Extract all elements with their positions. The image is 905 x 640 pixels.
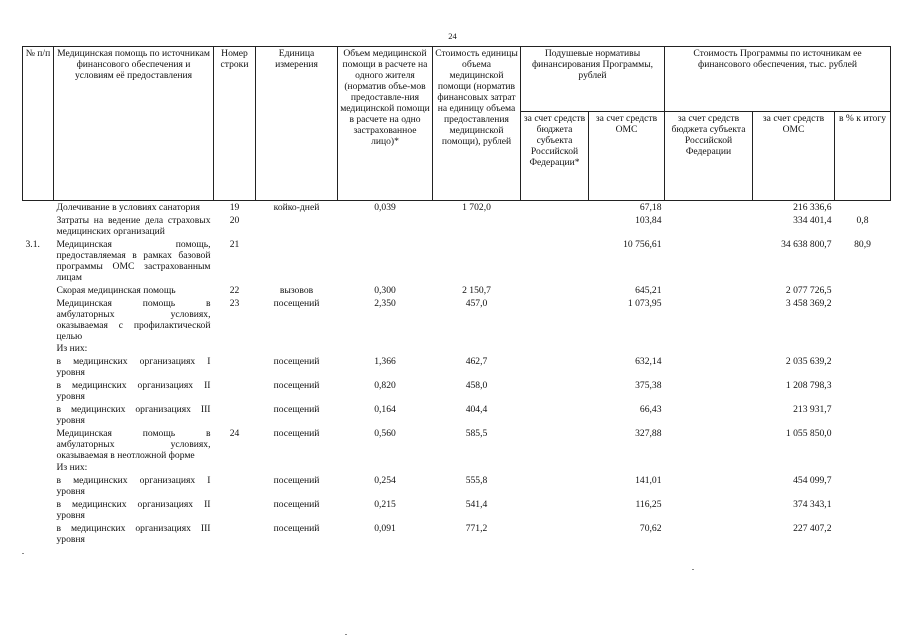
row-t-budget — [665, 284, 753, 297]
row-t-oms: 1 055 850,0 — [785, 428, 832, 439]
row-num — [23, 201, 54, 215]
row-num — [23, 214, 54, 238]
row-code — [214, 379, 256, 403]
header-volume: Объем медицинской помощи в расчете на одного жителя (норматив объе-мов предоставле-ния медицинской помощи в расчете на одно застрахованное лицо)* — [338, 47, 433, 201]
row-cost: 462,7 — [465, 356, 488, 367]
row-t-oms: 213 931,7 — [793, 404, 832, 415]
row-pct — [835, 201, 891, 215]
row-pc-budget — [521, 201, 589, 215]
row-pc-budget — [521, 498, 589, 522]
row-pct — [835, 379, 891, 403]
row-name: Медицинская помощь в амбулаторных условиях, оказываемая в неотложной форме — [56, 428, 211, 461]
header-unit: Единица измерения — [256, 47, 338, 201]
row-name: Долечивание в условиях санатория — [56, 202, 200, 213]
row-pct — [835, 522, 891, 546]
row-volume: 0,820 — [374, 380, 396, 391]
row-num — [23, 284, 54, 297]
table-header — [23, 47, 891, 201]
row-name: Из них: — [56, 343, 88, 354]
row-t-oms: 34 638 800,7 — [781, 239, 832, 250]
row-volume: 1,366 — [374, 356, 396, 367]
header-per-capita-group: Подушевые нормативы финансирования Программы, рублей — [521, 47, 665, 112]
row-num — [23, 462, 54, 474]
header-cost: Стоимость единицы объема медицинской помощи (норматив финансовых затрат на единицу объема предоставления медицинской помощи), рублей — [433, 47, 521, 201]
row-code — [214, 498, 256, 522]
row-t-budget — [665, 462, 753, 474]
row-volume: 0,254 — [374, 475, 396, 486]
row-t-budget — [665, 427, 753, 462]
table-row — [23, 201, 891, 215]
row-pc-oms — [589, 343, 665, 355]
row-t-budget — [665, 379, 753, 403]
row-code: 24 — [229, 428, 240, 439]
row-pct — [835, 355, 891, 379]
table-row — [23, 284, 891, 297]
row-t-oms: 227 407,2 — [793, 523, 832, 534]
header-total-oms: за счет средств ОМС — [753, 112, 835, 201]
row-pct — [835, 343, 891, 355]
row-name: в медицинских организациях II уровня — [56, 499, 211, 521]
table-row — [23, 214, 891, 238]
row-t-budget — [665, 474, 753, 498]
row-pc-budget — [521, 238, 589, 284]
row-num: 3.1. — [25, 239, 40, 250]
table-row — [23, 238, 891, 284]
table-row — [23, 462, 891, 474]
header-per-capita-budget: за счет средств бюджета субъекта Российской Федерации* — [521, 112, 589, 201]
row-volume: 0,560 — [374, 428, 396, 439]
row-cost — [433, 238, 521, 284]
row-pc-budget — [521, 522, 589, 546]
row-num — [23, 427, 54, 462]
row-code: 19 — [229, 202, 240, 213]
row-t-budget — [665, 214, 753, 238]
row-pc-budget — [521, 355, 589, 379]
row-unit: посещений — [273, 475, 320, 486]
row-name: Медицинская помощь в амбулаторных условиях, оказываемая с профилактической целью — [56, 298, 211, 342]
row-volume: 2,350 — [374, 298, 396, 309]
header-name: Медицинская помощь по источникам финансового обеспечения и условиям её предоставления — [54, 47, 214, 201]
table-row — [23, 427, 891, 462]
row-unit: посещений — [273, 298, 320, 309]
row-pc-oms: 632,14 — [635, 356, 662, 367]
row-cost: 458,0 — [465, 380, 488, 391]
header-total-group: Стоимость Программы по источникам ее финансового обеспечения, тыс. рублей — [665, 47, 891, 112]
scan-speck — [22, 553, 24, 554]
row-t-budget — [665, 343, 753, 355]
page-number: 24 — [448, 31, 457, 41]
row-cost: 2 150,7 — [462, 285, 491, 296]
row-cost: 457,0 — [465, 298, 488, 309]
row-pc-oms: 375,38 — [635, 380, 662, 391]
row-pct — [835, 462, 891, 474]
row-volume: 0,164 — [374, 404, 396, 415]
row-volume — [338, 343, 433, 355]
row-pc-budget — [521, 462, 589, 474]
row-volume — [338, 462, 433, 474]
row-name: в медицинских организациях III уровня — [56, 404, 211, 426]
row-t-oms — [753, 343, 835, 355]
row-t-oms: 2 035 639,2 — [785, 356, 832, 367]
row-t-oms — [753, 462, 835, 474]
row-pc-oms: 10 756,61 — [623, 239, 662, 250]
row-name: в медицинских организациях III уровня — [56, 523, 211, 545]
row-pc-budget — [521, 379, 589, 403]
row-unit: посещений — [273, 404, 320, 415]
row-pc-oms: 66,43 — [639, 404, 662, 415]
row-pc-oms: 103,84 — [635, 215, 662, 226]
table-body — [23, 201, 891, 547]
row-volume — [338, 238, 433, 284]
row-volume: 0,039 — [374, 202, 396, 213]
row-code: 22 — [229, 285, 240, 296]
row-unit: посещений — [273, 356, 320, 367]
row-t-budget — [665, 297, 753, 343]
row-pc-budget — [521, 427, 589, 462]
row-t-oms: 454 099,7 — [793, 475, 832, 486]
row-code — [214, 522, 256, 546]
row-t-oms: 334 401,4 — [793, 215, 832, 226]
row-code — [214, 403, 256, 427]
row-volume: 0,091 — [374, 523, 396, 534]
table-row — [23, 474, 891, 498]
row-pct — [835, 297, 891, 343]
row-cost: 771,2 — [465, 523, 488, 534]
row-num — [23, 379, 54, 403]
table-row — [23, 297, 891, 343]
row-t-budget — [665, 403, 753, 427]
row-pct — [835, 498, 891, 522]
row-pc-oms — [589, 462, 665, 474]
row-unit — [256, 462, 338, 474]
row-pc-oms: 70,62 — [639, 523, 662, 534]
row-cost — [433, 343, 521, 355]
row-t-budget — [665, 522, 753, 546]
row-code — [214, 343, 256, 355]
header-total-budget: за счет средств бюджета субъекта Российской Федерации — [665, 112, 753, 201]
row-unit: вызовов — [279, 285, 314, 296]
table-row — [23, 379, 891, 403]
row-num — [23, 474, 54, 498]
row-t-oms: 216 336,6 — [793, 202, 832, 213]
row-pc-oms: 327,88 — [635, 428, 662, 439]
row-t-oms: 2 077 726,5 — [785, 285, 832, 296]
row-cost: 555,8 — [465, 475, 488, 486]
row-cost — [433, 462, 521, 474]
row-pct — [835, 403, 891, 427]
row-name: Медицинская помощь, предоставляемая в рамках базовой программы ОМС застрахованным лицам — [56, 239, 211, 283]
row-cost: 1 702,0 — [462, 202, 491, 213]
row-code — [214, 462, 256, 474]
table-row — [23, 355, 891, 379]
row-num — [23, 355, 54, 379]
row-num — [23, 343, 54, 355]
row-code: 21 — [229, 239, 240, 250]
table-row — [23, 522, 891, 546]
row-pc-oms: 645,21 — [635, 285, 662, 296]
row-unit — [256, 238, 338, 284]
row-pct — [835, 474, 891, 498]
row-name: Скорая медицинская помощь — [56, 285, 176, 296]
row-volume: 0,300 — [374, 285, 396, 296]
row-unit: койко-дней — [273, 202, 320, 213]
row-num — [23, 498, 54, 522]
row-t-oms: 374 343,1 — [793, 499, 832, 510]
row-pc-budget — [521, 403, 589, 427]
header-total-pct: в % к итогу — [835, 112, 891, 201]
row-pct — [835, 284, 891, 297]
row-pc-budget — [521, 284, 589, 297]
row-pc-oms: 67,18 — [639, 202, 662, 213]
row-unit: посещений — [273, 523, 320, 534]
table-row — [23, 343, 891, 355]
row-num — [23, 403, 54, 427]
row-name: Затраты на ведение дела страховых медицинских организаций — [56, 215, 211, 237]
row-cost — [433, 214, 521, 238]
row-unit: посещений — [273, 380, 320, 391]
row-unit — [256, 343, 338, 355]
table-row — [23, 403, 891, 427]
row-pc-oms: 141,01 — [635, 475, 662, 486]
row-name: в медицинских организациях I уровня — [56, 475, 211, 497]
header-per-capita-oms: за счет средств ОМС — [589, 112, 665, 201]
row-unit: посещений — [273, 499, 320, 510]
row-cost: 541,4 — [465, 499, 488, 510]
row-name: Из них: — [56, 462, 88, 473]
row-pc-budget — [521, 214, 589, 238]
row-t-budget — [665, 201, 753, 215]
row-pct: 80,9 — [854, 239, 871, 250]
header-code: Номер строки — [214, 47, 256, 201]
row-num — [23, 522, 54, 546]
row-name: в медицинских организациях I уровня — [56, 356, 211, 378]
row-t-oms: 3 458 369,2 — [785, 298, 832, 309]
row-pc-budget — [521, 297, 589, 343]
row-t-budget — [665, 238, 753, 284]
row-t-oms: 1 208 798,3 — [785, 380, 832, 391]
row-unit — [256, 214, 338, 238]
row-pc-oms: 1 073,95 — [627, 298, 662, 309]
row-pc-budget — [521, 474, 589, 498]
program-cost-table — [22, 46, 891, 546]
table-row — [23, 498, 891, 522]
row-cost: 585,5 — [465, 428, 488, 439]
header-num: № п/п — [23, 47, 54, 201]
row-t-budget — [665, 498, 753, 522]
row-num — [23, 297, 54, 343]
row-code: 23 — [229, 298, 240, 309]
row-pc-budget — [521, 343, 589, 355]
scan-speck — [345, 634, 347, 635]
row-cost: 404,4 — [465, 404, 488, 415]
row-volume — [338, 214, 433, 238]
row-unit: посещений — [273, 428, 320, 439]
row-t-budget — [665, 355, 753, 379]
row-code: 20 — [229, 215, 240, 226]
row-name: в медицинских организациях II уровня — [56, 380, 211, 402]
row-pct: 0,8 — [856, 215, 869, 226]
row-pc-oms: 116,25 — [635, 499, 662, 510]
row-code — [214, 355, 256, 379]
row-code — [214, 474, 256, 498]
row-pct — [835, 427, 891, 462]
row-volume: 0,215 — [374, 499, 396, 510]
scan-speck — [692, 569, 694, 570]
